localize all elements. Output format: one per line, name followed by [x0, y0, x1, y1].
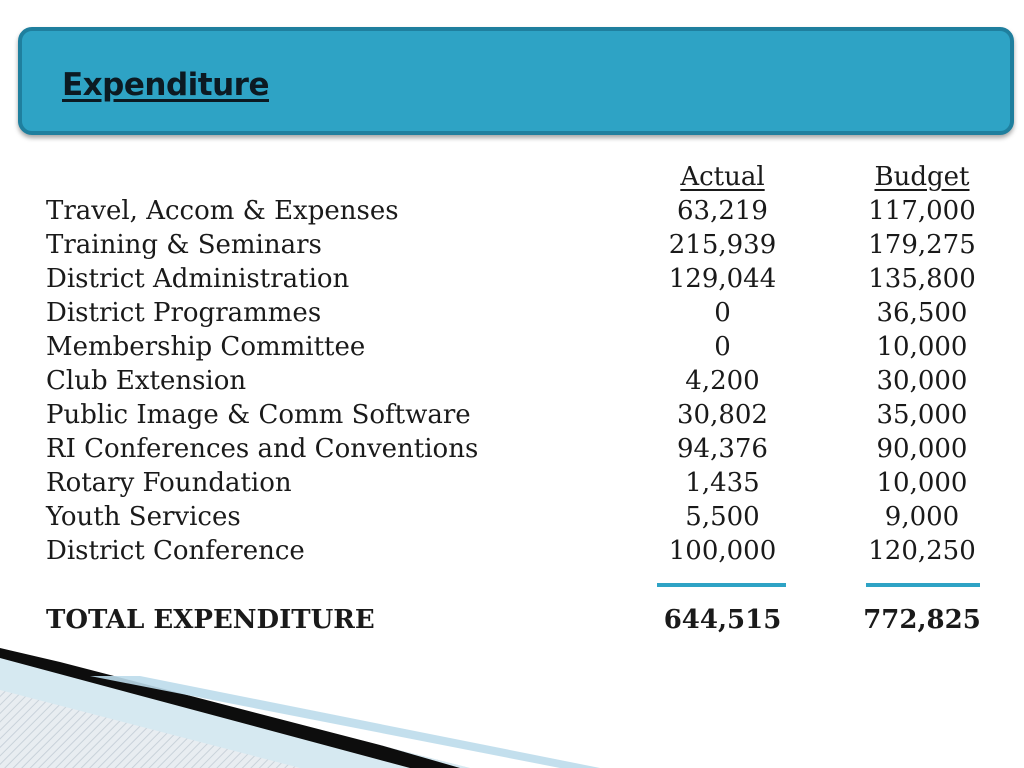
row-label: Youth Services — [46, 502, 241, 532]
row-actual: 1,435 — [685, 468, 760, 498]
row-label: District Programmes — [46, 298, 322, 328]
row-label: Travel, Accom & Expenses — [46, 196, 399, 226]
row-budget: 179,275 — [868, 230, 976, 260]
row-actual: 215,939 — [668, 230, 777, 260]
row-budget: 30,000 — [876, 366, 968, 396]
row-budget: 135,800 — [868, 264, 976, 294]
row-budget: 10,000 — [876, 332, 968, 362]
row-label: District Administration — [46, 264, 350, 294]
row-actual: 94,376 — [677, 434, 768, 464]
row-budget: 10,000 — [876, 468, 968, 498]
row-actual: 0 — [714, 332, 731, 362]
row-label: RI Conferences and Conventions — [46, 434, 479, 464]
row-budget: 120,250 — [868, 536, 976, 566]
column-header-budget: Budget — [874, 162, 970, 192]
total-label: TOTAL EXPENDITURE — [46, 605, 375, 635]
row-actual: 129,044 — [668, 264, 777, 294]
row-label: Club Extension — [46, 366, 247, 396]
row-budget: 90,000 — [876, 434, 968, 464]
row-budget: 9,000 — [884, 502, 960, 532]
row-actual: 100,000 — [668, 536, 777, 566]
row-label: Membership Committee — [46, 332, 366, 362]
total-budget: 772,825 — [863, 605, 981, 635]
row-actual: 30,802 — [677, 400, 768, 430]
row-actual: 4,200 — [685, 366, 760, 396]
row-actual: 5,500 — [685, 502, 760, 532]
row-budget: 35,000 — [876, 400, 968, 430]
row-actual: 0 — [714, 298, 731, 328]
row-label: Rotary Foundation — [46, 468, 292, 498]
actual-sum-rule — [657, 583, 786, 587]
row-label: Public Image & Comm Software — [46, 400, 471, 430]
budget-sum-rule — [866, 583, 980, 587]
row-budget: 36,500 — [876, 298, 968, 328]
row-label: Training & Seminars — [46, 230, 322, 260]
row-actual: 63,219 — [677, 196, 768, 226]
column-header-actual: Actual — [680, 162, 765, 192]
row-budget: 117,000 — [868, 196, 976, 226]
row-label: District Conference — [46, 536, 305, 566]
total-actual: 644,515 — [663, 605, 782, 635]
page-title: Expenditure — [62, 67, 269, 103]
